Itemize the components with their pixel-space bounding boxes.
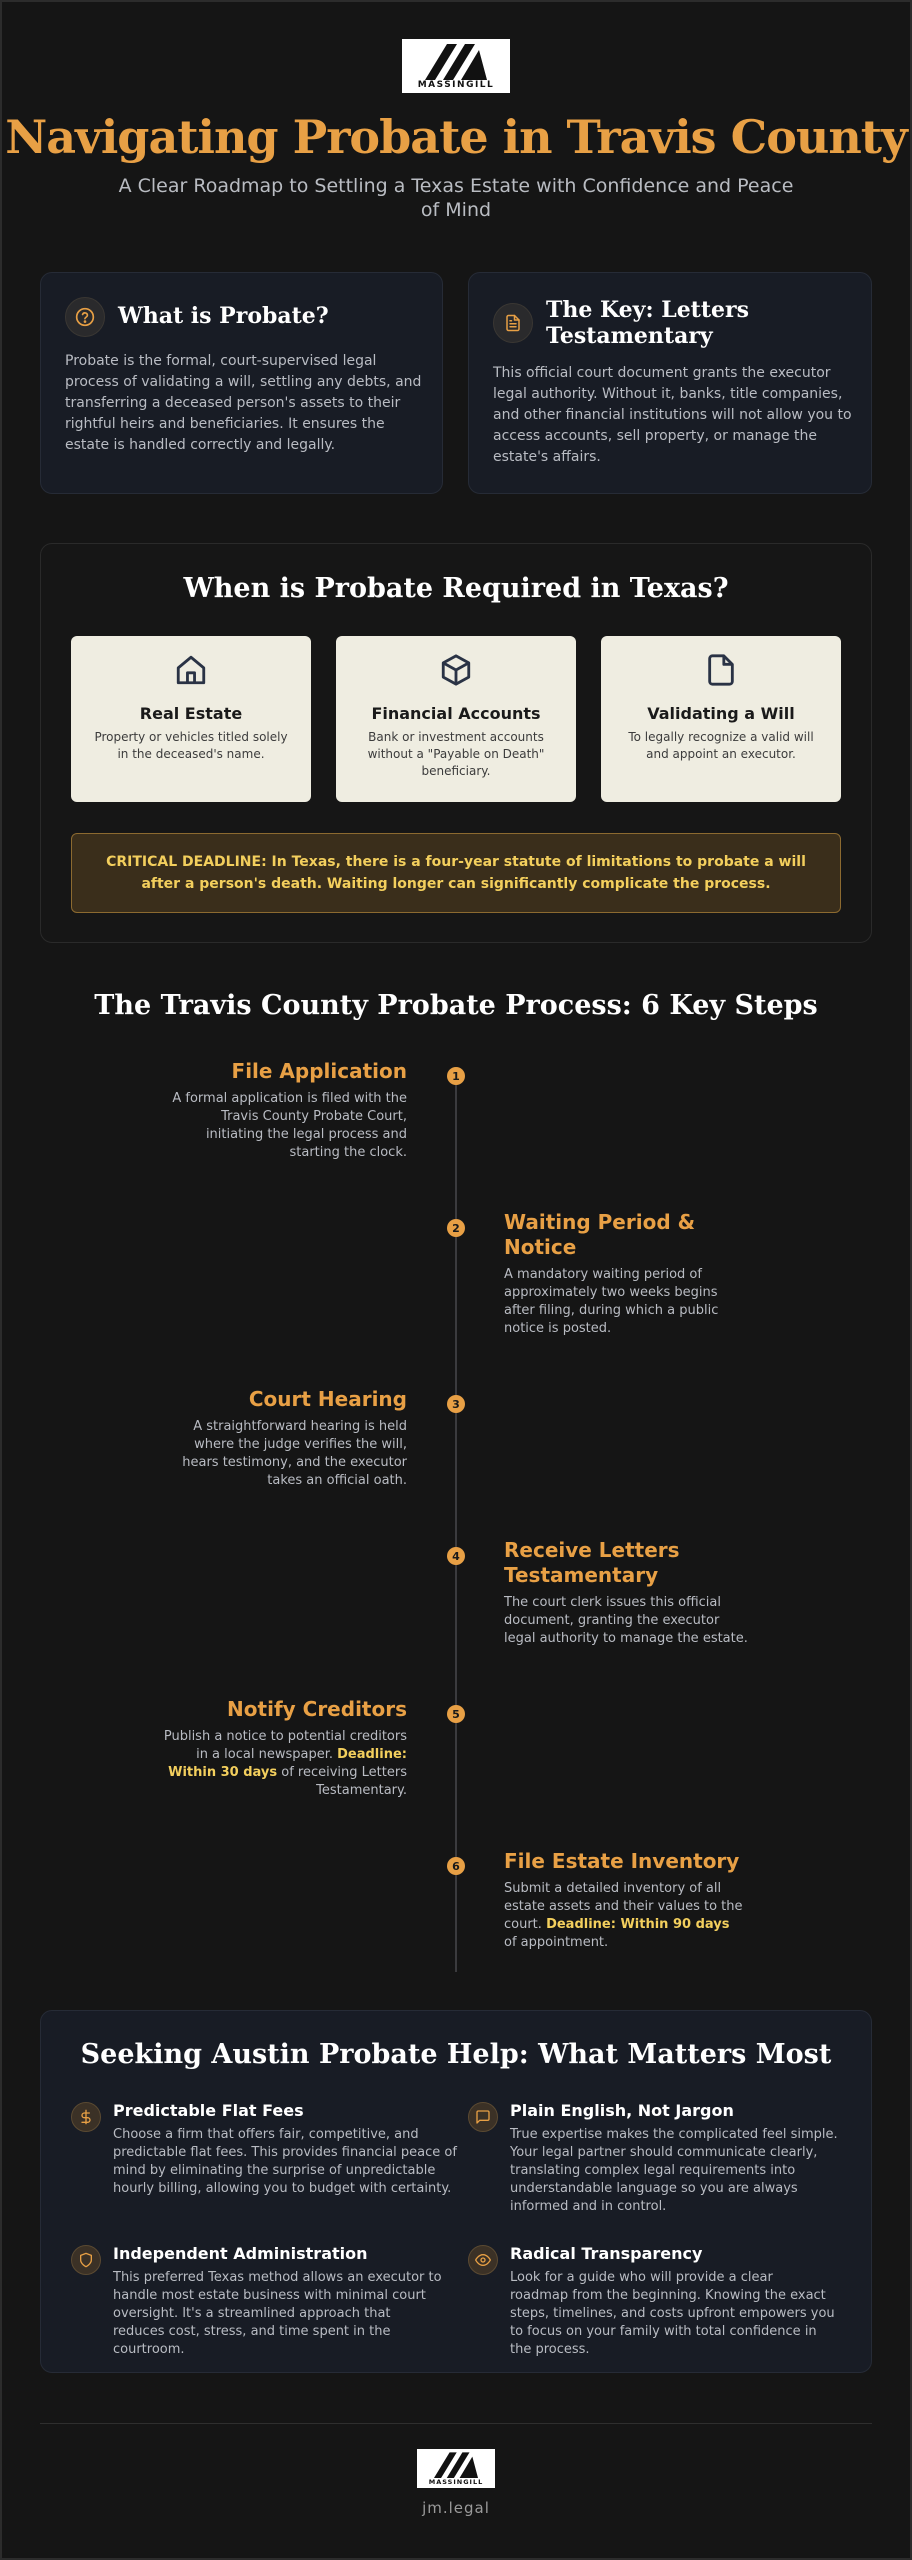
- box-icon: [439, 653, 473, 687]
- step-title: Notify Creditors: [227, 1697, 407, 1721]
- chat-icon: [468, 2102, 498, 2132]
- what-is-probate-card: [40, 272, 443, 494]
- step-body: A mandatory waiting period of approximately two weeks begins after filing, during which a public notice is posted.: [504, 1267, 719, 1336]
- help-item-title: Plain English, Not Jargon: [510, 2101, 734, 2120]
- item-body: Bank or investment accounts without a "Payable on Death" beneficiary.: [367, 730, 545, 778]
- section-title: Seeking Austin Probate Help: What Matters Most: [80, 2039, 832, 2070]
- step-body: Submit a detailed inventory of all estate assets and their values to the court.: [504, 1881, 743, 1932]
- help-item-title: Independent Administration: [113, 2244, 368, 2263]
- item-title: Validating a Will: [647, 704, 795, 723]
- page-subtitle: A Clear Roadmap to Settling a Texas Estate with Confidence and Peace of Mind: [118, 175, 794, 221]
- required-item-real-estate: [71, 636, 311, 802]
- step-number-badge: 6: [447, 1857, 465, 1875]
- help-item-body: This preferred Texas method allows an executor to handle most estate business with minimal court oversight. It's a streamlined approach that reduces cost, stress, and time spent in the courtroom.: [113, 2270, 442, 2357]
- step-number-badge: 3: [447, 1395, 465, 1413]
- step-body-block: [156, 1728, 407, 1800]
- timeline-line: [455, 1072, 457, 1972]
- shield-icon: [71, 2245, 101, 2275]
- section-title: When is Probate Required in Texas?: [183, 573, 729, 604]
- help-item-body: Choose a firm that offers fair, competitive, and predictable flat fees. This provides financial peace of mind by eliminating the surprise of unpredictable hourly billing, allowing you to budget with certainty.: [113, 2127, 457, 2196]
- card-title: The Key: Letters Testamentary: [546, 297, 749, 349]
- file-icon: [704, 653, 738, 687]
- item-body: To legally recognize a valid will and appoint an executor.: [628, 730, 814, 761]
- section-title: The Travis County Probate Process: 6 Key Steps: [94, 990, 818, 1021]
- step-deadline-suffix: of receiving Letters Testamentary.: [281, 1765, 407, 1798]
- step-body: Publish a notice to potential creditors in a local newspaper.: [163, 1729, 407, 1762]
- step-body: A formal application is filed with the Travis County Probate Court, initiating the legal process and starting the clock.: [172, 1091, 407, 1160]
- step-title: Receive Letters Testamentary: [504, 1538, 680, 1587]
- step-title: File Estate Inventory: [504, 1849, 740, 1873]
- help-item-body: True expertise makes the complicated feel simple. Your legal partner should communicate clearly, translating complex legal requirements into understandable language so you are always informed and in control.: [510, 2127, 838, 2214]
- critical-deadline-callout: CRITICAL DEADLINE: In Texas, there is a four-year statute of limitations to probate a will after a person's death. Waiting longer can significantly complicate the process.: [71, 833, 841, 913]
- dollar-icon: [71, 2102, 101, 2132]
- footer-divider: [40, 2423, 872, 2424]
- card-body: This official court document grants the executor legal authority. Without it, banks, title companies, and other financial institutions will not allow you to access accounts, sell property, or manage the estate's affairs.: [493, 365, 852, 465]
- step-number-badge: 4: [447, 1547, 465, 1565]
- logo-wordmark: MASSINGILL: [417, 80, 495, 90]
- brand-logo[interactable]: [402, 39, 510, 93]
- question-circle-icon: [65, 297, 105, 337]
- step-number-badge: 2: [447, 1219, 465, 1237]
- help-item-body: Look for a guide who will provide a clear roadmap from the beginning. Knowing the exact steps, timelines, and costs upfront empowers you to focus on your family with total confidence in the process.: [510, 2270, 835, 2357]
- step-title: File Application: [231, 1059, 407, 1083]
- step-number-badge: 1: [447, 1067, 465, 1085]
- house-icon-wrap: [71, 653, 311, 687]
- house-icon: [174, 653, 208, 687]
- step-body-block: [504, 1880, 744, 1952]
- step-body: A straightforward hearing is held where the judge verifies the will, hears testimony, and the executor takes an official oath.: [182, 1419, 407, 1488]
- help-item-title: Predictable Flat Fees: [113, 2101, 304, 2120]
- step-deadline: Deadline: Within 90 days: [546, 1917, 730, 1932]
- step-deadline-suffix: of appointment.: [504, 1935, 609, 1950]
- step-deadline: Deadline: Within 30 days: [168, 1747, 407, 1780]
- logo-wordmark: MASSINGILL: [428, 2478, 484, 2486]
- step-number-badge: 5: [447, 1705, 465, 1723]
- logo-mark: [421, 42, 491, 80]
- page-title: Navigating Probate in Travis County: [5, 110, 907, 164]
- file-icon-wrap: [601, 653, 841, 687]
- card-title: What is Probate?: [118, 303, 329, 329]
- document-icon: [493, 303, 533, 343]
- help-item-title: Radical Transparency: [510, 2244, 703, 2263]
- step-body: The court clerk issues this official document, granting the executor legal authority to manage the estate.: [504, 1595, 748, 1646]
- item-title: Financial Accounts: [371, 704, 541, 723]
- eye-icon: [468, 2245, 498, 2275]
- footer-url-link[interactable]: jm.legal: [422, 2499, 490, 2517]
- logo-mark: [431, 2451, 481, 2478]
- required-item-financial-accounts: [336, 636, 576, 802]
- card-body: Probate is the formal, court-supervised legal process of validating a will, settling any debts, and transferring a deceased person's assets to their rightful heirs and beneficiaries. It ensures the estate is handled correctly and legally.: [65, 353, 422, 453]
- letters-testamentary-card: [468, 272, 872, 494]
- step-title: Court Hearing: [248, 1387, 407, 1411]
- item-title: Real Estate: [139, 704, 243, 723]
- item-body: Property or vehicles titled solely in the deceased's name.: [94, 730, 288, 761]
- required-item-validating-will: [601, 636, 841, 802]
- step-title: Waiting Period & Notice: [504, 1210, 696, 1259]
- footer-logo[interactable]: [417, 2449, 495, 2488]
- box-icon-wrap: [336, 653, 576, 687]
